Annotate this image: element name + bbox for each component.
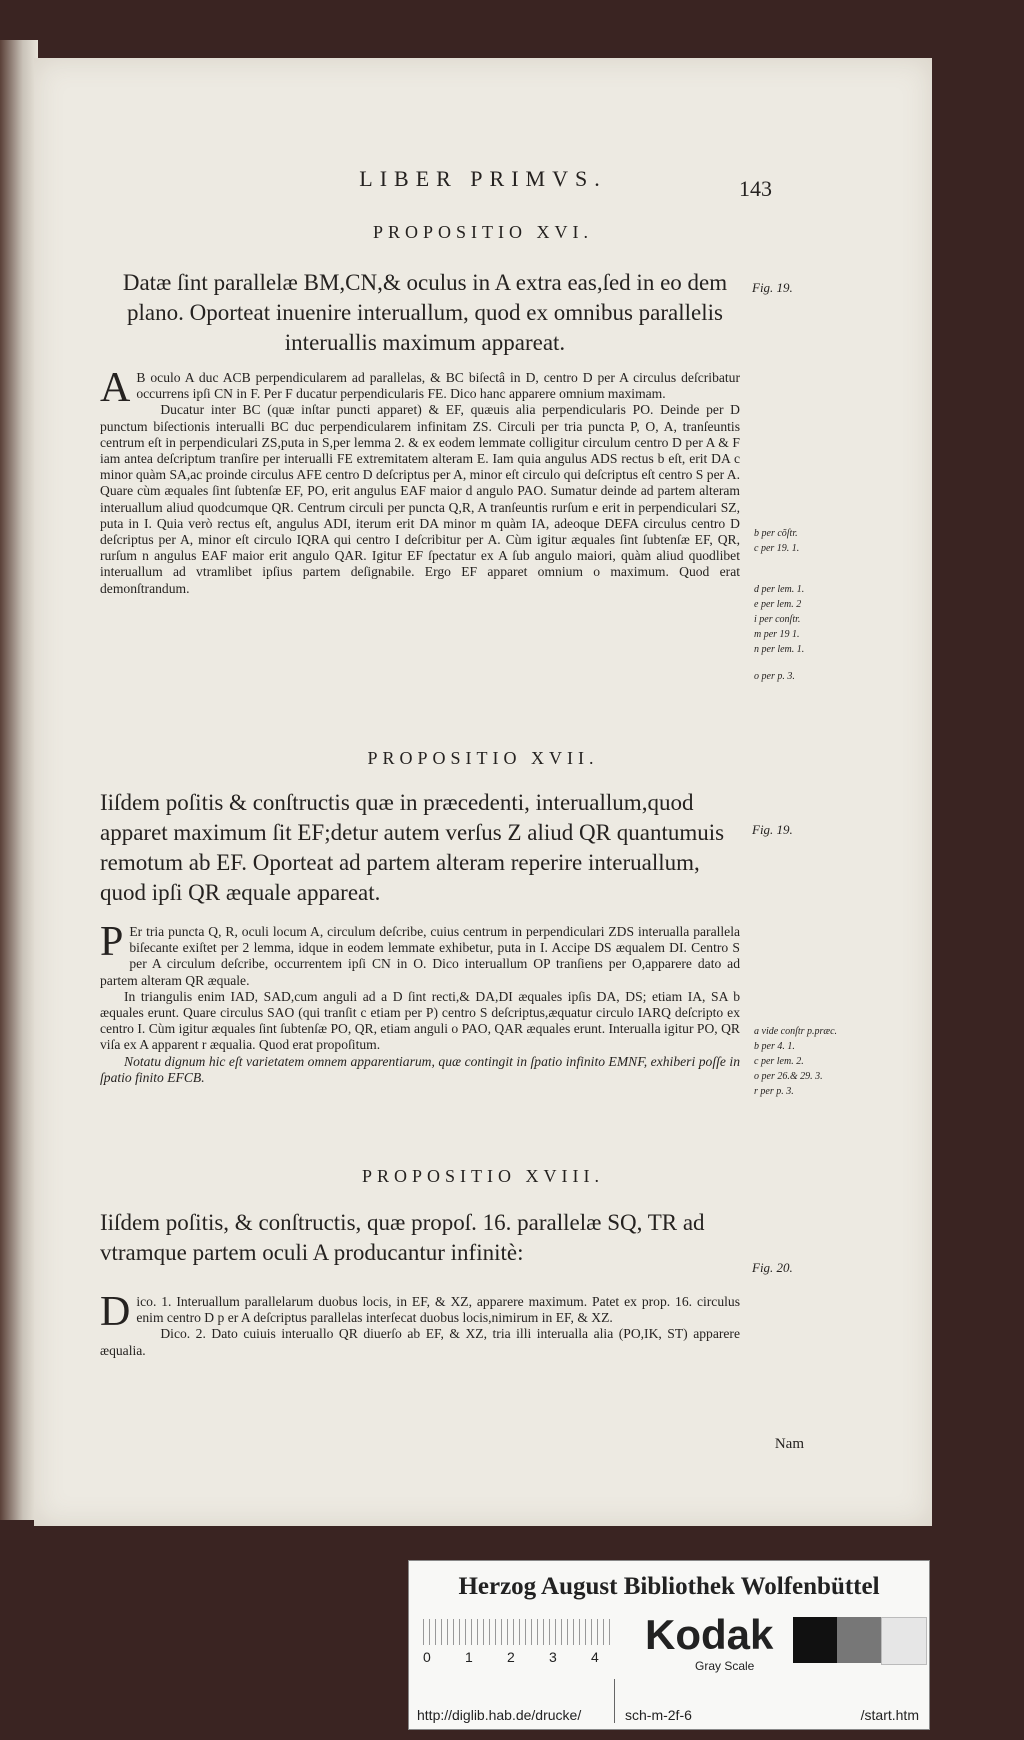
prop18-fig-ref: Fig. 20. bbox=[752, 1260, 793, 1275]
gray-swatch-mid bbox=[837, 1617, 881, 1663]
prop17-para3: Notatu dignum hic eſt varietatem omnem apparentiarum, quæ contingit in ſpatio infinito EMNF, exhiberi poſſe in ſpatio finito EFCB. bbox=[100, 1053, 740, 1085]
catchword: Nam bbox=[774, 1436, 804, 1452]
margin-note: o per 26.& 29. 3. bbox=[754, 1071, 823, 1082]
page-edge-shadow bbox=[0, 40, 38, 1520]
margin-note: c per 19. 1. bbox=[754, 543, 800, 554]
prop16-para1: B oculo A duc ACB perpendicularem ad parallelas, & BC biſectâ in D, centro D per A circulus deſcribatur occurrens ipſi CN in F. Per F ducatur perpendicularis FE. Dico hanc apparere omnium maximam. bbox=[136, 370, 740, 402]
prop17-para2: In triangulis enim IAD, SAD,cum anguli ad a D ſint recti,& DA,DI æquales ipſis DA, DS; etiam IA, SA b æquales erunt. Quare circulus SAO (qui tranſit c etiam per P) centro S deſcriptus,æquatur circulo IARQ deſcripto ex centro I. Cùm igitur æquales ſint ſubtenſæ PO, QR, etiam anguli o PAO, QAR æquales erunt. Interualla igitur PO, QR viſa ex A apparent r æqualia. Quod erat propoſitum. bbox=[100, 988, 740, 1053]
prop17-title: PROPOSITIO XVII. bbox=[367, 748, 599, 768]
gray-swatch-black bbox=[793, 1617, 837, 1663]
prop18-body bbox=[100, 1289, 740, 1359]
margin-note: b per cõſtr. bbox=[754, 528, 798, 539]
margin-note: c per lem. 2. bbox=[754, 1056, 804, 1067]
prop18-dropcap: D bbox=[100, 1289, 131, 1335]
page-number: 143 bbox=[739, 176, 772, 201]
margin-note: a vide conſtr p.præc. bbox=[754, 1026, 838, 1037]
ruler-ticks bbox=[423, 1619, 613, 1645]
kodak-logo: Kodak bbox=[645, 1611, 774, 1658]
prop16-title: PROPOSITIO XVI. bbox=[372, 222, 593, 242]
ruler-number: 3 bbox=[549, 1649, 557, 1665]
url-prefix[interactable]: http://diglib.hab.de/drucke/ bbox=[417, 1707, 582, 1723]
prop16-margin-notes bbox=[754, 526, 844, 684]
prop16-enunciation: Datæ ſint parallelæ BM,CN,& oculus in A extra eas,ſed in eo dem plano. Oporteat inuenire interuallum, quod ex omnibus parallelis interuallis maximum appareat. bbox=[122, 270, 728, 355]
book-page bbox=[34, 58, 932, 1526]
prop17-body bbox=[100, 919, 740, 1086]
library-name: Herzog August Bibliothek Wolfenbüttel bbox=[458, 1573, 880, 1600]
margin-note: b per 4. 1. bbox=[754, 1041, 795, 1052]
running-head: LIBER PRIMVS. bbox=[359, 166, 607, 191]
ruler-number: 1 bbox=[465, 1649, 473, 1665]
prop18-para2: Dico. 2. Dato cuiuis interuallo QR diuerſo ab EF, & XZ, tria illi interualla alia (PO,IK, ST) apparere æqualia. bbox=[100, 1326, 740, 1358]
margin-note: m per 19 1. bbox=[754, 629, 800, 640]
ruler-number: 4 bbox=[591, 1649, 599, 1665]
gray-scale-label: Gray Scale bbox=[695, 1659, 755, 1673]
prop18-enunciation: Iiſdem poſitis, & conſtructis, quæ propoſ. 16. parallelæ SQ, TR ad vtramque partem oculi A producantur infinitè: bbox=[100, 1210, 705, 1265]
prop16-dropcap: A bbox=[100, 365, 131, 411]
prop17-fig-ref: Fig. 19. bbox=[752, 822, 793, 837]
prop17-dropcap: P bbox=[100, 919, 124, 965]
ruler-number: 2 bbox=[507, 1649, 515, 1665]
ruler-number: 0 bbox=[423, 1649, 431, 1665]
ruler-numbers bbox=[423, 1649, 633, 1665]
url-shelfmark[interactable]: sch-m-2f-6 bbox=[625, 1707, 692, 1723]
margin-note: d per lem. 1. bbox=[754, 584, 805, 595]
margin-note: n per lem. 1. bbox=[754, 644, 805, 655]
color-target-card bbox=[408, 1560, 930, 1730]
url-suffix[interactable]: /start.htm bbox=[860, 1707, 919, 1723]
margin-note: e per lem. 2 bbox=[754, 599, 802, 610]
prop16-body bbox=[100, 365, 740, 597]
margin-note: i per conſtr. bbox=[754, 614, 801, 625]
url-divider bbox=[614, 1679, 615, 1723]
prop18-title: PROPOSITIO XVIII. bbox=[362, 1166, 604, 1186]
prop17-para1: Er tria puncta Q, R, oculi locum A, circulum deſcribe, cuius centrum in perpendiculari ZDS interualla parallela biſecante exiſtet per 2 lemma, idque in eodem lemmate exhibetur, puta in I. Accipe DS æqualem DI. Centro S per A circulum deſcribe, occurrentem ipſi CN in O. Dico interuallum OP tranſiens per O,apparere dato ad partem alteram QR æquale. bbox=[100, 924, 740, 988]
prop17-enunciation: Iiſdem poſitis & conſtructis quæ in præcedenti, interuallum,quod apparet maximum ſit EF;detur autem verſus Z aliud QR quantumuis remotum ab EF. Oporteat ad partem alteram reperire interuallum, quod ipſi QR æquale appareat. bbox=[100, 790, 725, 905]
prop17-margin-notes bbox=[754, 1024, 844, 1099]
gray-swatch-light bbox=[881, 1617, 927, 1665]
margin-note: o per p. 3. bbox=[754, 671, 795, 682]
prop16-para2: Ducatur inter BC (quæ inſtar puncti apparet) & EF, quæuis alia perpendicularis PO. Deinde per D punctum biſectionis interualli BC duc perpendicularem infinitam ZS. Circuli per tria puncta P, O, A, tranſeuntis centrum eſt in perpendiculari ZS,puta in S,per lemma 2. & ex eodem lemmate colligitur circulum centro D per A & F iam antea deſcriptum tranſire per interualli FE extremitatem alteram E. Iam quia angulus ADS rectus b eſt, erit DA c minor quàm SA,ac proinde circulus AFE centro D deſcriptus per A, minor eſt circulo qui deſcriptus eſt centro S per A. Quare cùm æquales ſint ſubtenſæ EF, PO, erit angulus EAF maior d angulo PAO. Sumatur deinde ad partem alteram interuallum aliud quodcumque QR. Centrum circuli per puncta Q,R, A tranſeuntis rurſum e erit in perpendiculari SZ, puta in I. Quia verò rectus eſt, angulus ADI, iterum erit DA minor m quàm IA, adeoque DEFA circulus centro D deſcriptus per A, minor eſt circulo IQRA qui centro I deſcribitur per A. Cùm igitur æquales ſint ſubtenſæ EF, QR, rurſum n angulus EAF maior erit angulo QAR. Igitur EF ſpectatur ex A ſub angulo maiori, quàm aliud quodlibet interuallum ad vtramlibet ipſius partem deſignabile. Ergo EF apparet omnium o maximum. Quod erat demonſtrandum. bbox=[100, 402, 740, 596]
prop16-fig-ref: Fig. 19. bbox=[752, 280, 793, 295]
prop18-para1: ico. 1. Interuallum parallelarum duobus locis, in EF, & XZ, apparere maximum. Patet ex prop. 16. circulus enim centro D p er A deſcriptus parallelas interſecat duobus locis,nimirum in EF, & XZ. bbox=[136, 1294, 740, 1326]
margin-note: r per p. 3. bbox=[754, 1086, 794, 1097]
